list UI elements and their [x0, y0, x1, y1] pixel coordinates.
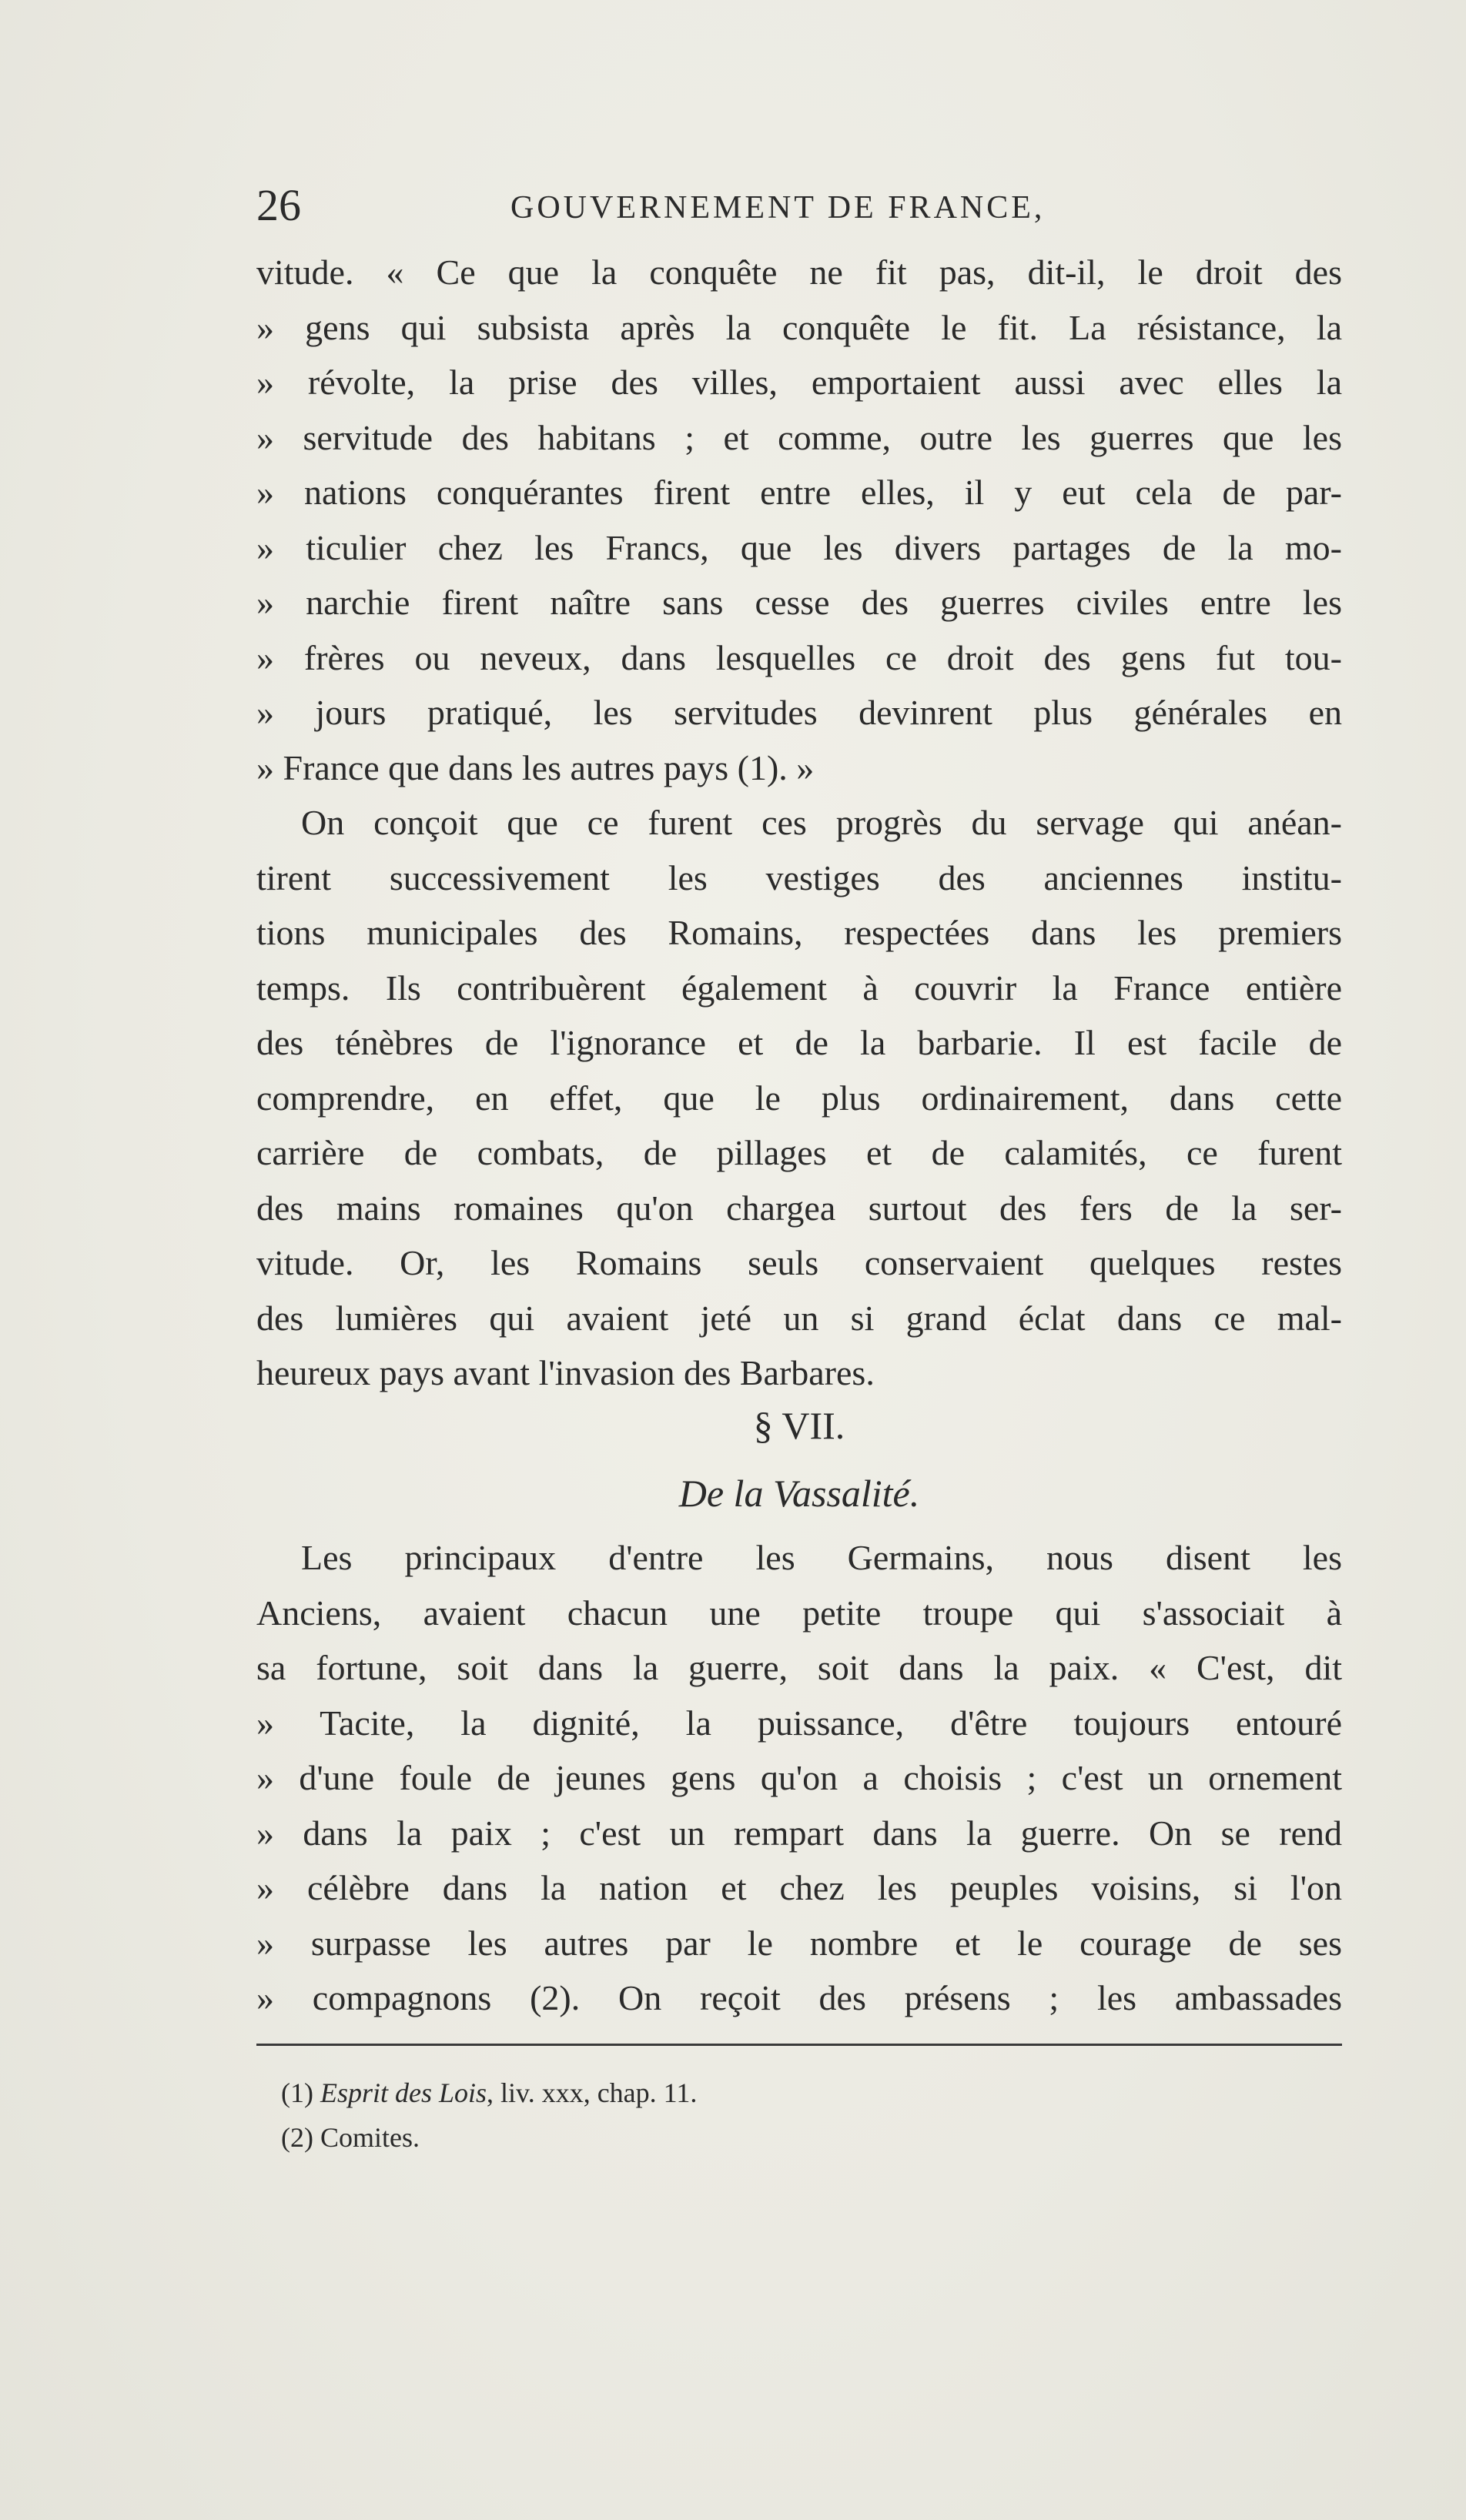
text-line: » gens qui subsista après la conquête le fit. La résistance, la [256, 307, 1342, 347]
text-line: sa fortune, soit dans la guerre, soit dans la paix. « C'est, dit [256, 1648, 1342, 1687]
footnote-2 [281, 2115, 1282, 2160]
body-text-section [256, 1530, 1342, 2026]
footnotes [281, 2070, 1282, 2160]
text-line: » surpasse les autres par le nombre et le courage de ses [256, 1923, 1342, 1963]
footnote-text: , liv. xxx, chap. 11. [487, 2077, 698, 2108]
footnote-italic-text: Esprit des Lois [320, 2077, 487, 2108]
text-line: temps. Ils contribuèrent également à couvrir la France entière [256, 968, 1342, 1008]
text-line: » d'une foule de jeunes gens qu'on a choisis ; c'est un ornement [256, 1758, 1342, 1797]
footnote-rule [256, 2044, 1342, 2046]
text-line: vitude. « Ce que la conquête ne fit pas, dit-il, le droit des [256, 252, 1342, 292]
text-line: vitude. Or, les Romains seuls conservaient quelques restes [256, 1243, 1342, 1282]
text-line: » ticulier chez les Francs, que les divers partages de la mo- [256, 527, 1342, 567]
text-line: » célèbre dans la nation et chez les peuples voisins, si l'on [256, 1868, 1342, 1907]
text-line: des mains romaines qu'on chargea surtout des fers de la ser- [256, 1188, 1342, 1228]
text-line: » frères ou neveux, dans lesquelles ce droit des gens fut tou- [256, 637, 1342, 677]
footnote-text: Comites. [320, 2122, 420, 2153]
footnote-marker: (1) [281, 2077, 313, 2108]
text-line: Anciens, avaient chacun une petite troupe qui s'associait à [256, 1593, 1342, 1633]
text-line: » narchie firent naître sans cesse des guerres civiles entre les [256, 583, 1342, 622]
text-line: » révolte, la prise des villes, emportaient aussi avec elles la [256, 363, 1342, 402]
text-line: » dans la paix ; c'est un rempart dans la guerre. On se rend [256, 1813, 1342, 1853]
text-line: Les principaux d'entre les Germains, nous disent les [301, 1538, 1342, 1577]
page-header [256, 179, 1342, 232]
text-line: » servitude des habitans ; et comme, outre les guerres que les [256, 417, 1342, 457]
text-line: tions municipales des Romains, respectées dans les premiers [256, 913, 1342, 952]
footnote-1 [281, 2070, 1282, 2115]
section-number: § VII. [753, 1404, 845, 1447]
text-line: » France que dans les autres pays (1). » [256, 747, 815, 787]
text-line: des ténèbres de l'ignorance et de la barbarie. Il est facile de [256, 1023, 1342, 1062]
text-line: carrière de combats, de pillages et de calamités, ce furent [256, 1133, 1342, 1172]
text-line: On conçoit que ce furent ces progrès du servage qui anéan- [301, 803, 1342, 842]
body-text [256, 245, 1342, 1401]
running-title: GOUVERNEMENT DE FRANCE, [510, 190, 1046, 226]
text-line: » Tacite, la dignité, la puissance, d'être toujours entouré [256, 1703, 1342, 1743]
text-line: des lumières qui avaient jeté un si grand éclat dans ce mal- [256, 1298, 1342, 1338]
text-line: tirent successivement les vestiges des anciennes institu- [256, 857, 1342, 897]
text-line: » compagnons (2). On reçoit des présens ; les ambassades [256, 1978, 1342, 2017]
footnote-marker: (2) [281, 2122, 313, 2153]
section-title: De la Vassalité. [678, 1472, 920, 1515]
page-number: 26 [256, 180, 301, 230]
text-line: » nations conquérantes firent entre elles, il y eut cela de par- [256, 473, 1342, 512]
text-line: » jours pratiqué, les servitudes devinrent plus générales en [256, 693, 1342, 732]
text-line: heureux pays avant l'invasion des Barbares. [256, 1353, 875, 1392]
text-line: comprendre, en effet, que le plus ordinairement, dans cette [256, 1078, 1342, 1118]
